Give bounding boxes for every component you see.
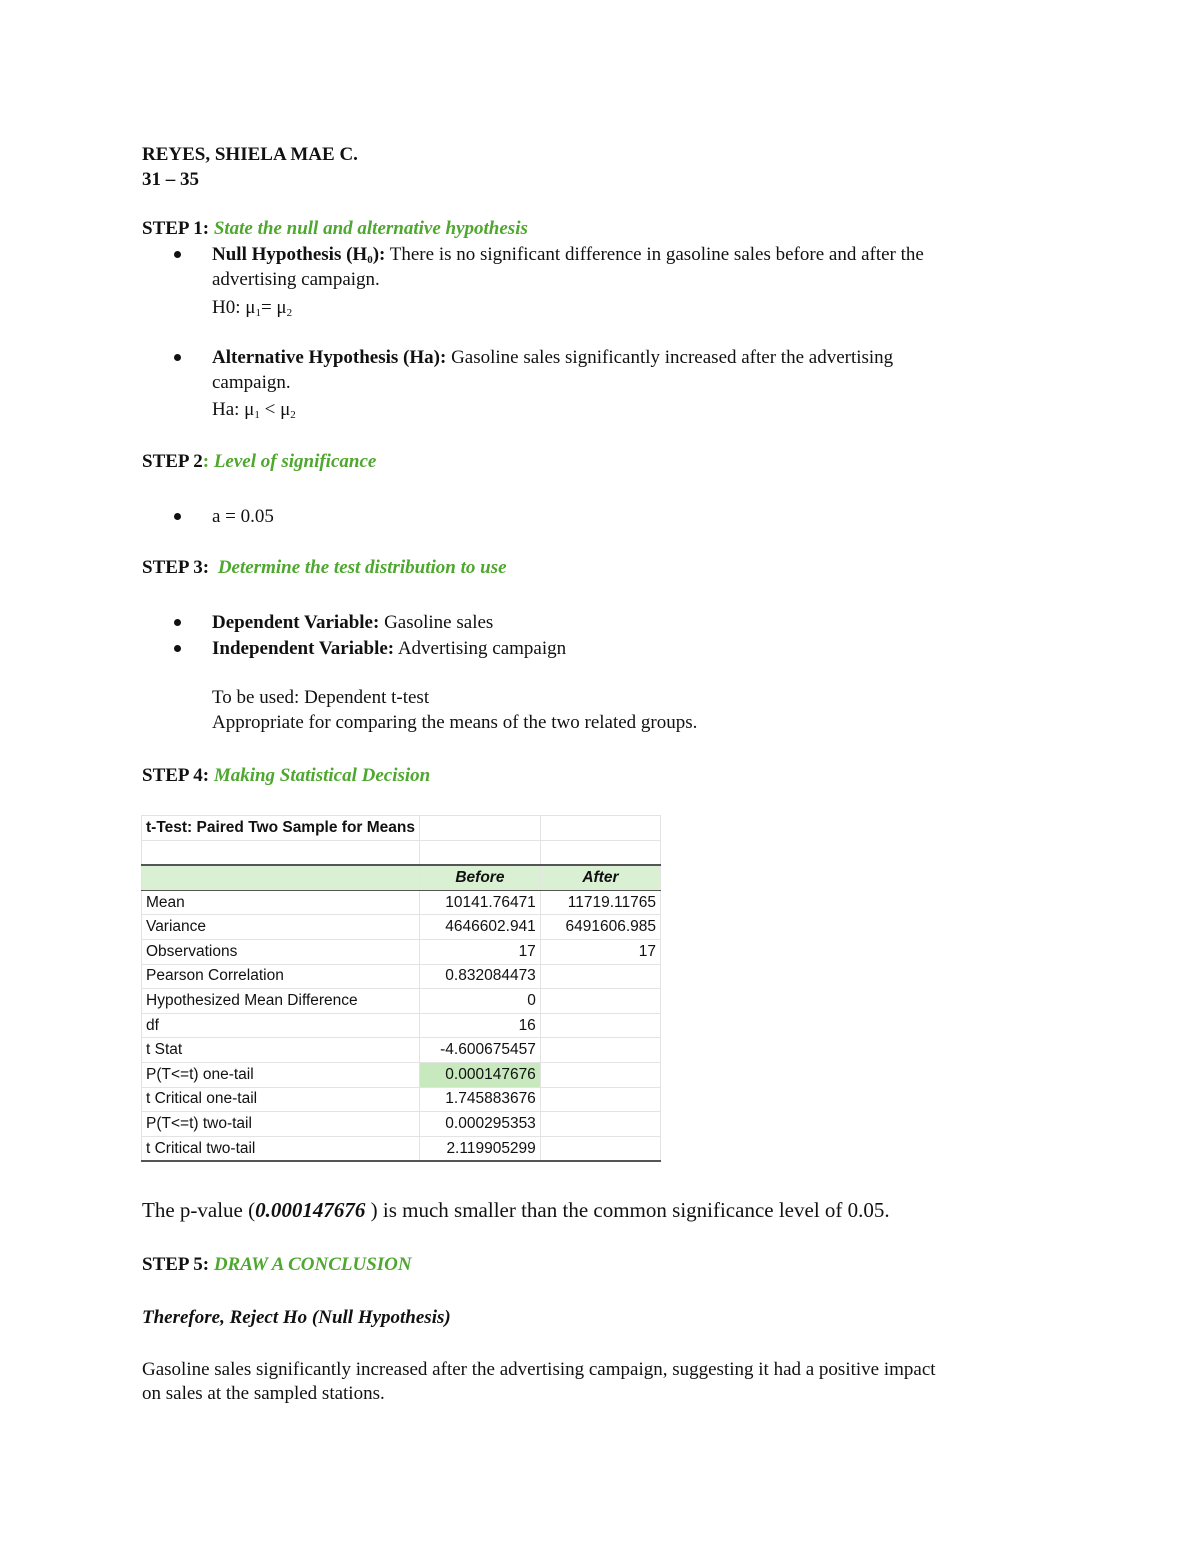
step4-heading — [142, 764, 430, 788]
step1-heading — [142, 217, 528, 241]
table-row: Variance 4646602.941 6491606.985 — [142, 915, 661, 940]
test-reason: Appropriate for comparing the means of the two related groups. — [212, 712, 698, 733]
step4-label: STEP 4: — [142, 765, 210, 786]
table-row: t Critical two-tail 2.119905299 — [142, 1136, 661, 1161]
conclusion-line1: Gasoline sales significantly increased after the advertising campaign, suggesting it had a positive impact — [142, 1359, 936, 1380]
column-header-before: Before — [420, 865, 541, 890]
bullet-icon — [174, 513, 181, 520]
null-hypothesis-line2: advertising campaign. — [212, 269, 380, 290]
step5-title: DRAW A CONCLUSION — [213, 1254, 412, 1275]
null-hypothesis-formula: H0: $\mu_1= \mu_2$ — [212, 297, 293, 319]
table-row: Hypothesized Mean Difference 0 — [142, 989, 661, 1014]
alt-hypothesis-line1 — [212, 346, 893, 370]
test-to-use: To be used: Dependent t-test — [212, 687, 430, 708]
null-hypothesis-label: Null Hypothesis $(H_0)$: — [212, 244, 386, 266]
conclusion-line2: on sales at the sampled stations. — [142, 1383, 385, 1404]
table-row: t Critical one-tail 1.745883676 — [142, 1087, 661, 1112]
alt-hypothesis-formula: Ha: $\mu_1 < \mu_2$ — [212, 399, 296, 421]
step2-heading: STEP 2: Level of significance — [142, 451, 377, 472]
step2-label: STEP 2 — [142, 451, 203, 472]
ttest-table — [141, 815, 661, 1162]
significance-level: a = 0.05 — [212, 506, 274, 527]
p-value-cell: 0.000147676 — [420, 1062, 541, 1087]
student-number: 31 – 35 — [142, 169, 199, 190]
decision: Therefore, Reject Ho (Null Hypothesis) — [142, 1307, 451, 1328]
table-row: Pearson Correlation 0.832084473 — [142, 964, 661, 989]
bullet-icon — [174, 251, 181, 258]
step5-heading — [142, 1253, 412, 1277]
null-hypothesis-text: There is no significant difference in gasoline sales before and after the — [385, 244, 924, 265]
step2-title: Level of significance — [213, 451, 377, 472]
table-row: P(T<=t) two-tail 0.000295353 — [142, 1112, 661, 1137]
step3-title: Determine the test distribution to use — [217, 557, 507, 578]
step1-label: STEP 1: — [142, 218, 210, 239]
pvalue-statement: The p-value (0.000147676 ) is much smaller than the common significance level of 0.05. — [142, 1198, 890, 1222]
table-row: Mean 10141.76471 11719.11765 — [142, 890, 661, 915]
bullet-icon — [174, 645, 181, 652]
bullet-icon — [174, 354, 181, 361]
step1-title: State the null and alternative hypothesis — [213, 218, 528, 239]
column-header-after: After — [540, 865, 660, 890]
pvalue-emphasis: 0.000147676 — [255, 1198, 366, 1222]
table-row: Observations 17 17 — [142, 939, 661, 964]
dependent-variable: Dependent Variable: Gasoline sales — [212, 612, 494, 633]
step4-title: Making Statistical Decision — [213, 765, 431, 786]
alt-hypothesis-line2: campaign. — [212, 372, 291, 393]
alt-hypothesis-label: Alternative Hypothesis (Ha): — [212, 347, 447, 368]
table-row: P(T<=t) one-tail 0.000147676 — [142, 1062, 661, 1087]
table-header-row — [142, 865, 661, 890]
table-row: t Stat -4.600675457 — [142, 1038, 661, 1063]
independent-variable: Independent Variable: Advertising campaign — [212, 638, 567, 659]
table-row — [142, 840, 661, 865]
table-title: t-Test: Paired Two Sample for Means — [142, 816, 420, 841]
table-row: df 16 — [142, 1013, 661, 1038]
table-title-row — [142, 816, 661, 841]
step3-label: STEP 3: — [142, 557, 210, 578]
student-name: REYES, SHIELA MAE C. — [142, 144, 358, 165]
step3-heading — [142, 556, 507, 580]
bullet-icon — [174, 619, 181, 626]
alt-hypothesis-text: Gasoline sales significantly increased after the advertising — [446, 347, 894, 368]
step5-label: STEP 5: — [142, 1254, 210, 1275]
